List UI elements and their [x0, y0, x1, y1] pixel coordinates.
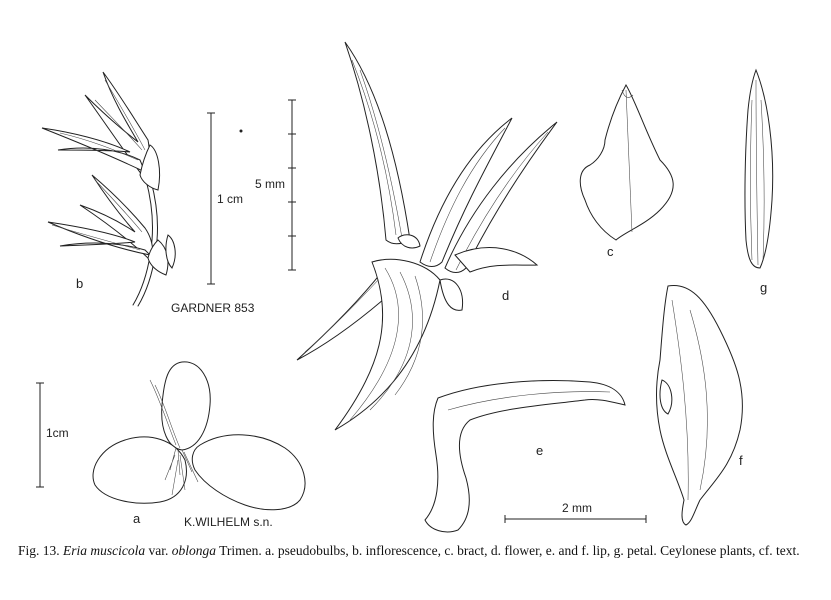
- inflorescence-drawing: [42, 72, 175, 306]
- panel-letter-c: c: [607, 244, 614, 259]
- caption-species: Eria muscicola: [63, 543, 146, 558]
- scale-label-1cm-left: 1cm: [46, 426, 69, 440]
- scale-label-2mm: 2 mm: [562, 501, 592, 515]
- figure-caption: [18, 543, 818, 559]
- panel-letter-b: b: [76, 276, 84, 291]
- panel-letter-d: d: [502, 288, 510, 303]
- panel-letter-a: a: [133, 511, 141, 526]
- scale-bar-1cm-left: [36, 383, 44, 487]
- lip-e-drawing: [425, 381, 625, 532]
- panel-letter-g: g: [760, 280, 768, 295]
- lip-f-drawing: [657, 285, 743, 525]
- caption-rest: Trimen. a. pseudobulbs, b. inflorescence, c. bract, d. flower, e. and f. lip, g. petal. Ceylonese plants, cf. text.: [216, 543, 800, 558]
- scale-bar-5mm: [288, 100, 296, 270]
- collector-wilhelm: K.WILHELM s.n.: [184, 515, 273, 529]
- scale-label-5mm: 5 mm: [255, 177, 285, 191]
- caption-var-word: var.: [145, 543, 172, 558]
- scale-bar-1cm-top: [207, 113, 215, 284]
- caption-variety: oblonga: [171, 543, 217, 558]
- bract-drawing: [580, 85, 673, 240]
- pseudobulbs-drawing: [93, 362, 305, 510]
- scale-label-1cm-top: 1 cm: [217, 192, 244, 206]
- scale-bar-2mm: [505, 515, 646, 523]
- caption-prefix: Fig. 13.: [18, 543, 64, 558]
- panel-letter-e: e: [536, 443, 544, 458]
- petal-drawing: [745, 70, 773, 268]
- panel-letter-f: f: [739, 453, 743, 468]
- collector-gardner: GARDNER 853: [171, 301, 255, 315]
- flower-drawing: [297, 42, 557, 430]
